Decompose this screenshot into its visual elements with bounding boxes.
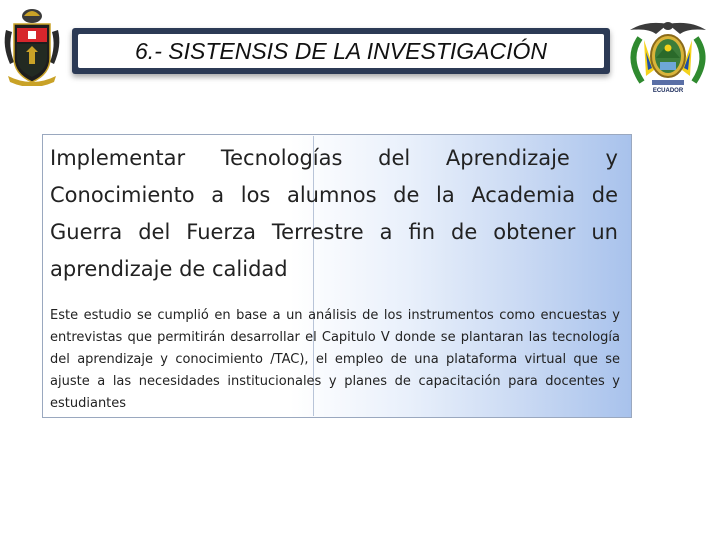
ecuador-coat-of-arms-logo (616, 18, 720, 98)
army-crest-icon (2, 6, 62, 86)
army-crest-logo (2, 6, 62, 86)
ecuador-caption: ECUADOR (652, 88, 684, 94)
secondary-paragraph: Este estudio se cumplió en base a un análisis de los instrumentos como encuestas y entrevistas que permitirán desarrollar el Capitulo V donde se plantaran las tecnología del aprendizaje y conocimiento /TAC), el empleo de una plataforma virtual que se ajuste a las necesidades institucionales y planes de capacitación para docentes y estudiantes (50, 308, 620, 411)
page-title: 6.- SISTENSIS DE LA INVESTIGACIÓN (135, 37, 547, 64)
title-banner (72, 28, 610, 74)
ecuador-coat-of-arms-icon (616, 18, 720, 98)
title-panel (78, 34, 604, 68)
main-paragraph: Implementar Tecnologías del Aprendizaje y Conocimiento a los alumnos de la Academia de Guerra del Fuerza Terrestre a fin de obtener un aprendizaje de calidad (50, 146, 618, 281)
